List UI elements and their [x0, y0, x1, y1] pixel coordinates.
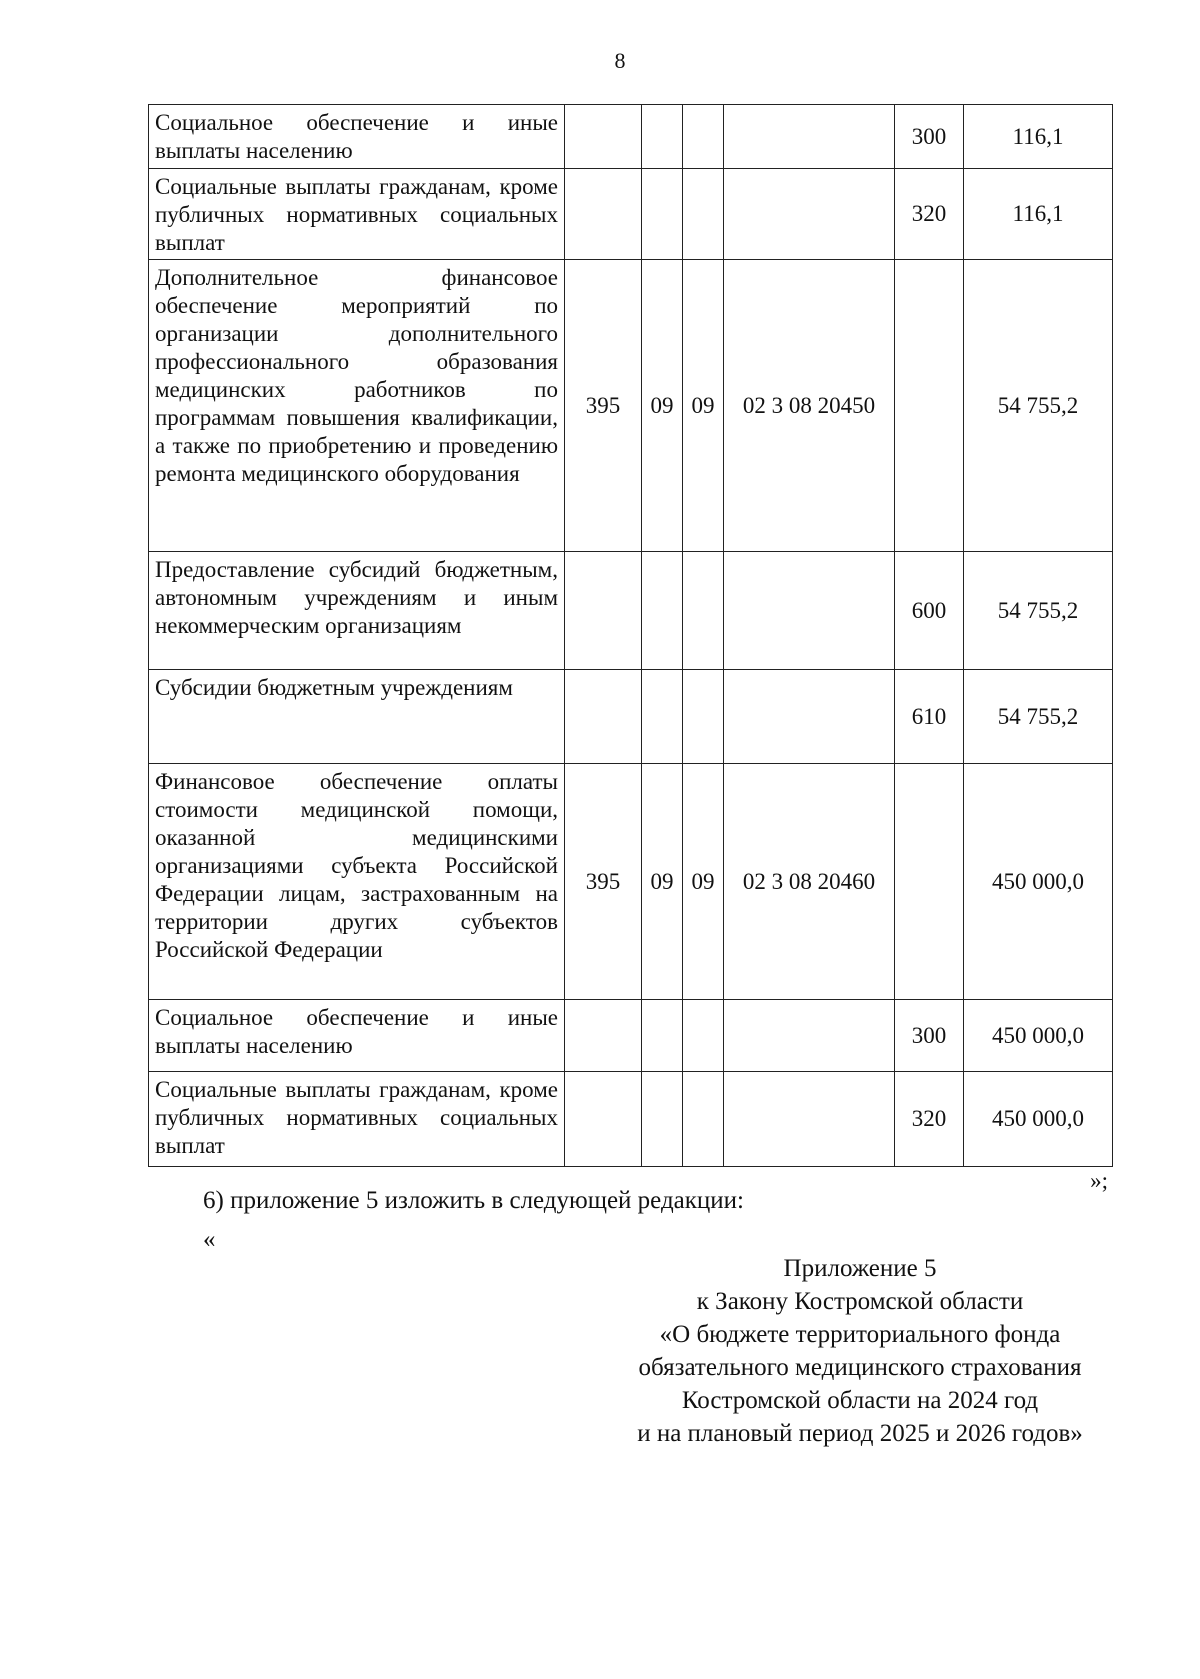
row-subsection-cell — [683, 1072, 724, 1167]
row-name-text: Финансовое обеспечение оплаты стоимости медицинской помощи, оказанной медицинскими организациями субъекта Российской Федерации лицам, застрахованным на территории других субъектов Российской Федерации — [155, 769, 558, 962]
row-sum-text: 54 755,2 — [997, 597, 1079, 623]
row-target-article-cell — [724, 1000, 895, 1072]
row-admin-code-cell — [565, 169, 642, 260]
row-name-text: Социальное обеспечение и иные выплаты населению — [155, 110, 558, 163]
amendment-item: 6) приложение 5 изложить в следующей редакции: — [203, 1187, 744, 1214]
row-admin-code-cell — [565, 1072, 642, 1167]
row-target-article-cell — [724, 1072, 895, 1167]
closing-quote: »; — [1090, 1168, 1108, 1193]
row-section-cell — [642, 670, 683, 764]
row-name-cell — [149, 1000, 565, 1072]
row-subsection-cell — [683, 105, 724, 169]
row-sum-text: 54 755,2 — [997, 392, 1079, 418]
row-expense-type-cell — [895, 1072, 964, 1167]
row-section-cell — [642, 169, 683, 260]
row-name-cell — [149, 552, 565, 670]
table-row — [149, 670, 1113, 764]
table-row — [149, 260, 1113, 552]
row-expense-type-cell — [895, 764, 964, 1000]
appendix-law-title-4: и на плановый период 2025 и 2026 годов» — [637, 1420, 1083, 1447]
row-sum-cell — [964, 105, 1113, 169]
table-row — [149, 169, 1113, 260]
row-expense-type-cell — [895, 260, 964, 552]
row-sum-text: 450 000,0 — [992, 868, 1084, 894]
row-target-article-cell — [724, 105, 895, 169]
table-row — [149, 552, 1113, 670]
row-admin-code-cell — [565, 260, 642, 552]
row-sum-cell — [964, 260, 1113, 552]
row-admin-code-text: 395 — [585, 868, 621, 894]
appendix-law-ref: к Закону Костромской области — [696, 1288, 1024, 1315]
row-target-article-cell — [724, 552, 895, 670]
row-sum-text: 54 755,2 — [997, 703, 1079, 729]
row-admin-code-text: 395 — [585, 392, 621, 418]
row-name-cell — [149, 260, 565, 552]
row-sum-text: 116,1 — [1012, 123, 1064, 149]
row-subsection-cell — [683, 169, 724, 260]
row-expense-type-text: 600 — [911, 597, 947, 623]
appendix-header — [600, 1252, 1120, 1450]
row-name-cell — [149, 1072, 565, 1167]
row-target-article-cell — [724, 260, 895, 552]
opening-quote: « — [203, 1226, 216, 1253]
row-subsection-cell — [683, 260, 724, 552]
row-sum-cell — [964, 169, 1113, 260]
row-section-cell — [642, 1000, 683, 1072]
table-row — [149, 1072, 1113, 1167]
row-name-text: Субсидии бюджетным учреждениям — [155, 675, 513, 700]
row-sum-cell — [964, 764, 1113, 1000]
row-target-article-text: 02 3 08 20450 — [742, 392, 876, 418]
page-number: 8 — [614, 48, 626, 73]
row-expense-type-cell — [895, 105, 964, 169]
row-name-cell — [149, 105, 565, 169]
row-subsection-cell — [683, 670, 724, 764]
row-sum-text: 116,1 — [1012, 201, 1064, 226]
row-name-cell — [149, 169, 565, 260]
row-section-cell — [642, 1072, 683, 1167]
table-row — [149, 764, 1113, 1000]
row-section-cell — [642, 764, 683, 1000]
row-expense-type-cell — [895, 670, 964, 764]
row-expense-type-text: 300 — [911, 123, 947, 149]
row-expense-type-text: 320 — [911, 1106, 947, 1131]
row-target-article-cell — [724, 764, 895, 1000]
row-expense-type-text: 610 — [911, 703, 947, 729]
row-admin-code-cell — [565, 670, 642, 764]
row-name-cell — [149, 764, 565, 1000]
row-admin-code-cell — [565, 1000, 642, 1072]
row-subsection-cell — [683, 1000, 724, 1072]
row-subsection-text: 09 — [691, 868, 715, 894]
row-name-text: Социальное обеспечение и иные выплаты населению — [155, 1005, 558, 1058]
row-expense-type-cell — [895, 552, 964, 670]
row-expense-type-cell — [895, 169, 964, 260]
row-admin-code-cell — [565, 552, 642, 670]
row-sum-cell — [964, 552, 1113, 670]
row-target-article-cell — [724, 670, 895, 764]
row-sum-text: 450 000,0 — [992, 1022, 1084, 1048]
appendix-law-title-3: Костромской области на 2024 год — [681, 1387, 1039, 1414]
row-section-text: 09 — [650, 868, 674, 894]
row-section-cell — [642, 260, 683, 552]
row-name-cell — [149, 670, 565, 764]
table-body — [149, 105, 1113, 1167]
row-name-text: Социальные выплаты гражданам, кроме публичных нормативных социальных выплат — [155, 174, 558, 255]
row-target-article-text: 02 3 08 20460 — [742, 868, 876, 894]
row-sum-cell — [964, 1000, 1113, 1072]
row-subsection-cell — [683, 552, 724, 670]
row-name-text: Социальные выплаты гражданам, кроме публичных нормативных социальных выплат — [155, 1077, 558, 1158]
row-section-cell — [642, 105, 683, 169]
row-name-text: Предоставление субсидий бюджетным, автономным учреждениям и иным некоммерческим организациям — [155, 557, 558, 638]
row-expense-type-text: 320 — [911, 201, 947, 226]
table-row — [149, 1000, 1113, 1072]
row-section-cell — [642, 552, 683, 670]
row-sum-cell — [964, 670, 1113, 764]
table-row — [149, 105, 1113, 169]
row-admin-code-cell — [565, 764, 642, 1000]
row-sum-cell — [964, 1072, 1113, 1167]
budget-table — [148, 104, 1113, 1167]
row-target-article-cell — [724, 169, 895, 260]
appendix-law-title-1: «О бюджете территориального фонда — [659, 1321, 1061, 1348]
row-subsection-cell — [683, 764, 724, 1000]
appendix-law-title-2: обязательного медицинского страхования — [638, 1354, 1082, 1381]
row-expense-type-text: 300 — [911, 1022, 947, 1048]
row-admin-code-cell — [565, 105, 642, 169]
row-name-text: Дополнительное финансовое обеспечение мероприятий по организации дополнительного профессионального образования медицинских работников по программам повышения квалификации, а также по приобретению и проведению ремонта медицинского оборудования — [155, 265, 558, 486]
row-section-text: 09 — [650, 392, 674, 418]
appendix-title: Приложение 5 — [783, 1255, 937, 1282]
row-subsection-text: 09 — [691, 392, 715, 418]
row-expense-type-cell — [895, 1000, 964, 1072]
row-sum-text: 450 000,0 — [992, 1106, 1084, 1131]
